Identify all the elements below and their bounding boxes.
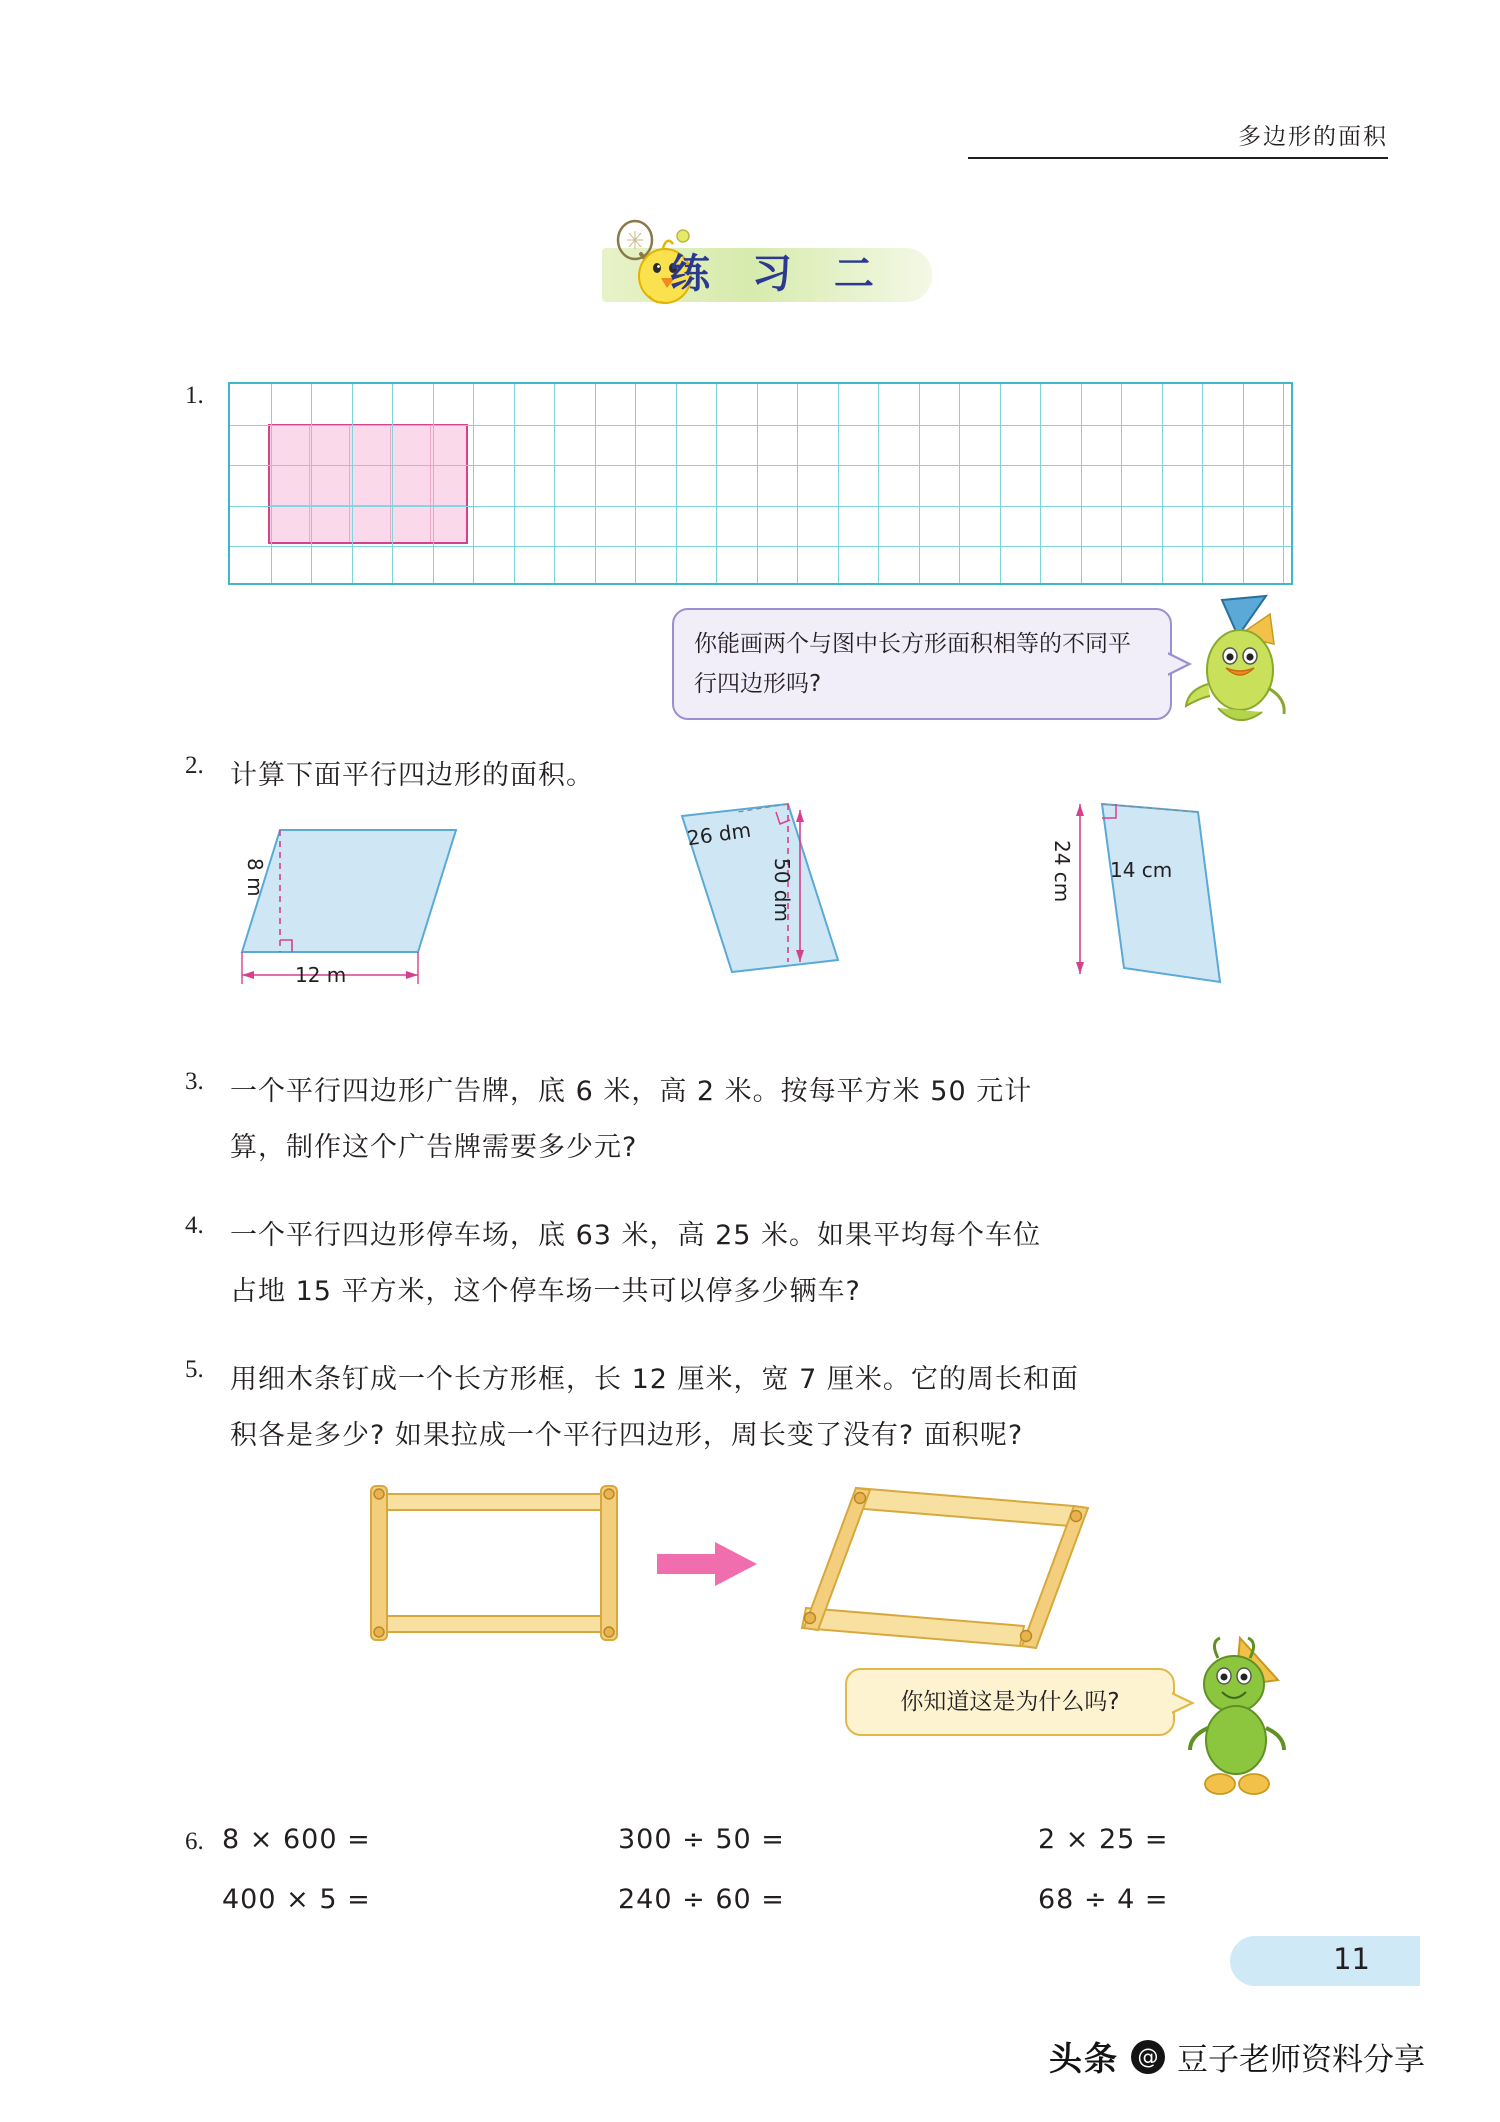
question-2-number: 2. xyxy=(185,752,204,779)
grid-line-vertical xyxy=(433,384,434,583)
grid-line-vertical xyxy=(352,384,353,583)
calc-item-6: 68 ÷ 4 = xyxy=(1038,1884,1169,1915)
page-number-pill xyxy=(1230,1936,1420,1986)
watermark-at-icon: @ xyxy=(1131,2040,1165,2074)
question-4-line-2: 占地 15 平方米，这个停车场一共可以停多少辆车? xyxy=(230,1276,861,1307)
parrot-character-icon xyxy=(1178,592,1313,742)
question-3-line-2: 算，制作这个广告牌需要多少元? xyxy=(230,1132,638,1163)
calc-item-4: 240 ÷ 60 = xyxy=(618,1884,785,1915)
grid-line-vertical xyxy=(1121,384,1122,583)
pink-rectangle xyxy=(268,424,468,544)
question-5-bubble: 你知道这是为什么吗? xyxy=(845,1668,1175,1736)
practice-banner xyxy=(520,210,940,320)
grid-line-vertical xyxy=(311,384,312,583)
calc-item-3: 300 ÷ 50 = xyxy=(618,1824,785,1855)
calc-item-1: 8 × 600 = xyxy=(222,1824,371,1855)
watermark-text: 豆子老师资料分享 xyxy=(1177,2042,1425,2078)
grid-line-vertical xyxy=(595,384,596,583)
grid-line-vertical xyxy=(797,384,798,583)
grid-line-vertical xyxy=(919,384,920,583)
question-5-line-1: 用细木条钉成一个长方形框，长 12 厘米，宽 7 厘米。它的周长和面 xyxy=(230,1364,1079,1395)
banner-title: 练 习 二 xyxy=(670,251,888,297)
wooden-parallelogram-frame xyxy=(778,1468,1098,1658)
question-5-line-2: 积各是多少? 如果拉成一个平行四边形，周长变了没有? 面积呢? xyxy=(230,1420,1024,1451)
figure-1-base-label: 12 m xyxy=(295,963,347,987)
grid-line-vertical xyxy=(514,384,515,583)
grid-line-horizontal xyxy=(230,506,1291,507)
grid-line-vertical xyxy=(1243,384,1244,583)
grid-line-vertical xyxy=(554,384,555,583)
grid-line-vertical xyxy=(1040,384,1041,583)
question-5-number: 5. xyxy=(185,1356,204,1383)
grid-line-horizontal xyxy=(230,425,1291,426)
watermark xyxy=(1049,2033,1425,2080)
grid-line-vertical xyxy=(1162,384,1163,583)
grid-line-vertical xyxy=(1202,384,1203,583)
figure-3-top-label: 14 cm xyxy=(1110,858,1173,882)
page-header xyxy=(968,118,1388,159)
question-4-number: 4. xyxy=(185,1212,204,1239)
grid-line-vertical xyxy=(271,384,272,583)
transform-arrow-icon xyxy=(653,1530,763,1600)
caterpillar-character-icon xyxy=(1178,1632,1313,1812)
question-2-text: 计算下面平行四边形的面积。 xyxy=(230,760,594,791)
question-3-line-1: 一个平行四边形广告牌，底 6 米，高 2 米。按每平方米 50 元计 xyxy=(230,1076,1033,1107)
grid-line-vertical xyxy=(838,384,839,583)
pink-grid-line-vertical xyxy=(390,426,391,542)
question-4-line-1: 一个平行四边形停车场，底 63 米，高 25 米。如果平均每个车位 xyxy=(230,1220,1042,1251)
grid-line-vertical xyxy=(959,384,960,583)
figure-2-height-label: 50 dm xyxy=(770,858,794,922)
chapter-title: 多边形的面积 xyxy=(1238,124,1388,150)
wooden-rectangle-frame xyxy=(355,1478,635,1648)
figure-3-height-label: 24 cm xyxy=(1050,840,1074,903)
grid-line-vertical xyxy=(635,384,636,583)
grid-line-vertical xyxy=(392,384,393,583)
calc-item-5: 2 × 25 = xyxy=(1038,1824,1169,1855)
pink-grid-line-vertical xyxy=(309,426,310,542)
figure-2-side-label: 26 dm xyxy=(685,817,753,851)
watermark-logo: 头条 xyxy=(1049,2039,1119,2078)
question-1-number: 1. xyxy=(185,382,204,409)
grid-line-vertical xyxy=(1000,384,1001,583)
pink-grid-line-vertical xyxy=(430,426,431,542)
grid-line-vertical xyxy=(878,384,879,583)
header-divider xyxy=(968,157,1388,159)
page-number: 11 xyxy=(1333,1942,1370,1976)
grid-line-horizontal xyxy=(230,546,1291,547)
pink-grid-line-vertical xyxy=(349,426,350,542)
grid-line-vertical xyxy=(676,384,677,583)
question-1-bubble: 你能画两个与图中长方形面积相等的不同平行四边形吗? xyxy=(672,608,1172,720)
grid-line-vertical xyxy=(757,384,758,583)
grid-figure xyxy=(228,382,1293,585)
parallelogram-figure-1 xyxy=(238,812,498,997)
grid-line-vertical xyxy=(1081,384,1082,583)
question-6-number: 6. xyxy=(185,1828,204,1855)
grid-line-horizontal xyxy=(230,465,1291,466)
grid-line-vertical xyxy=(1283,384,1284,583)
grid-line-vertical xyxy=(716,384,717,583)
figure-1-height-label: 8 m xyxy=(243,858,267,897)
grid-line-vertical xyxy=(473,384,474,583)
question-3-number: 3. xyxy=(185,1068,204,1095)
calc-item-2: 400 × 5 = xyxy=(222,1884,371,1915)
